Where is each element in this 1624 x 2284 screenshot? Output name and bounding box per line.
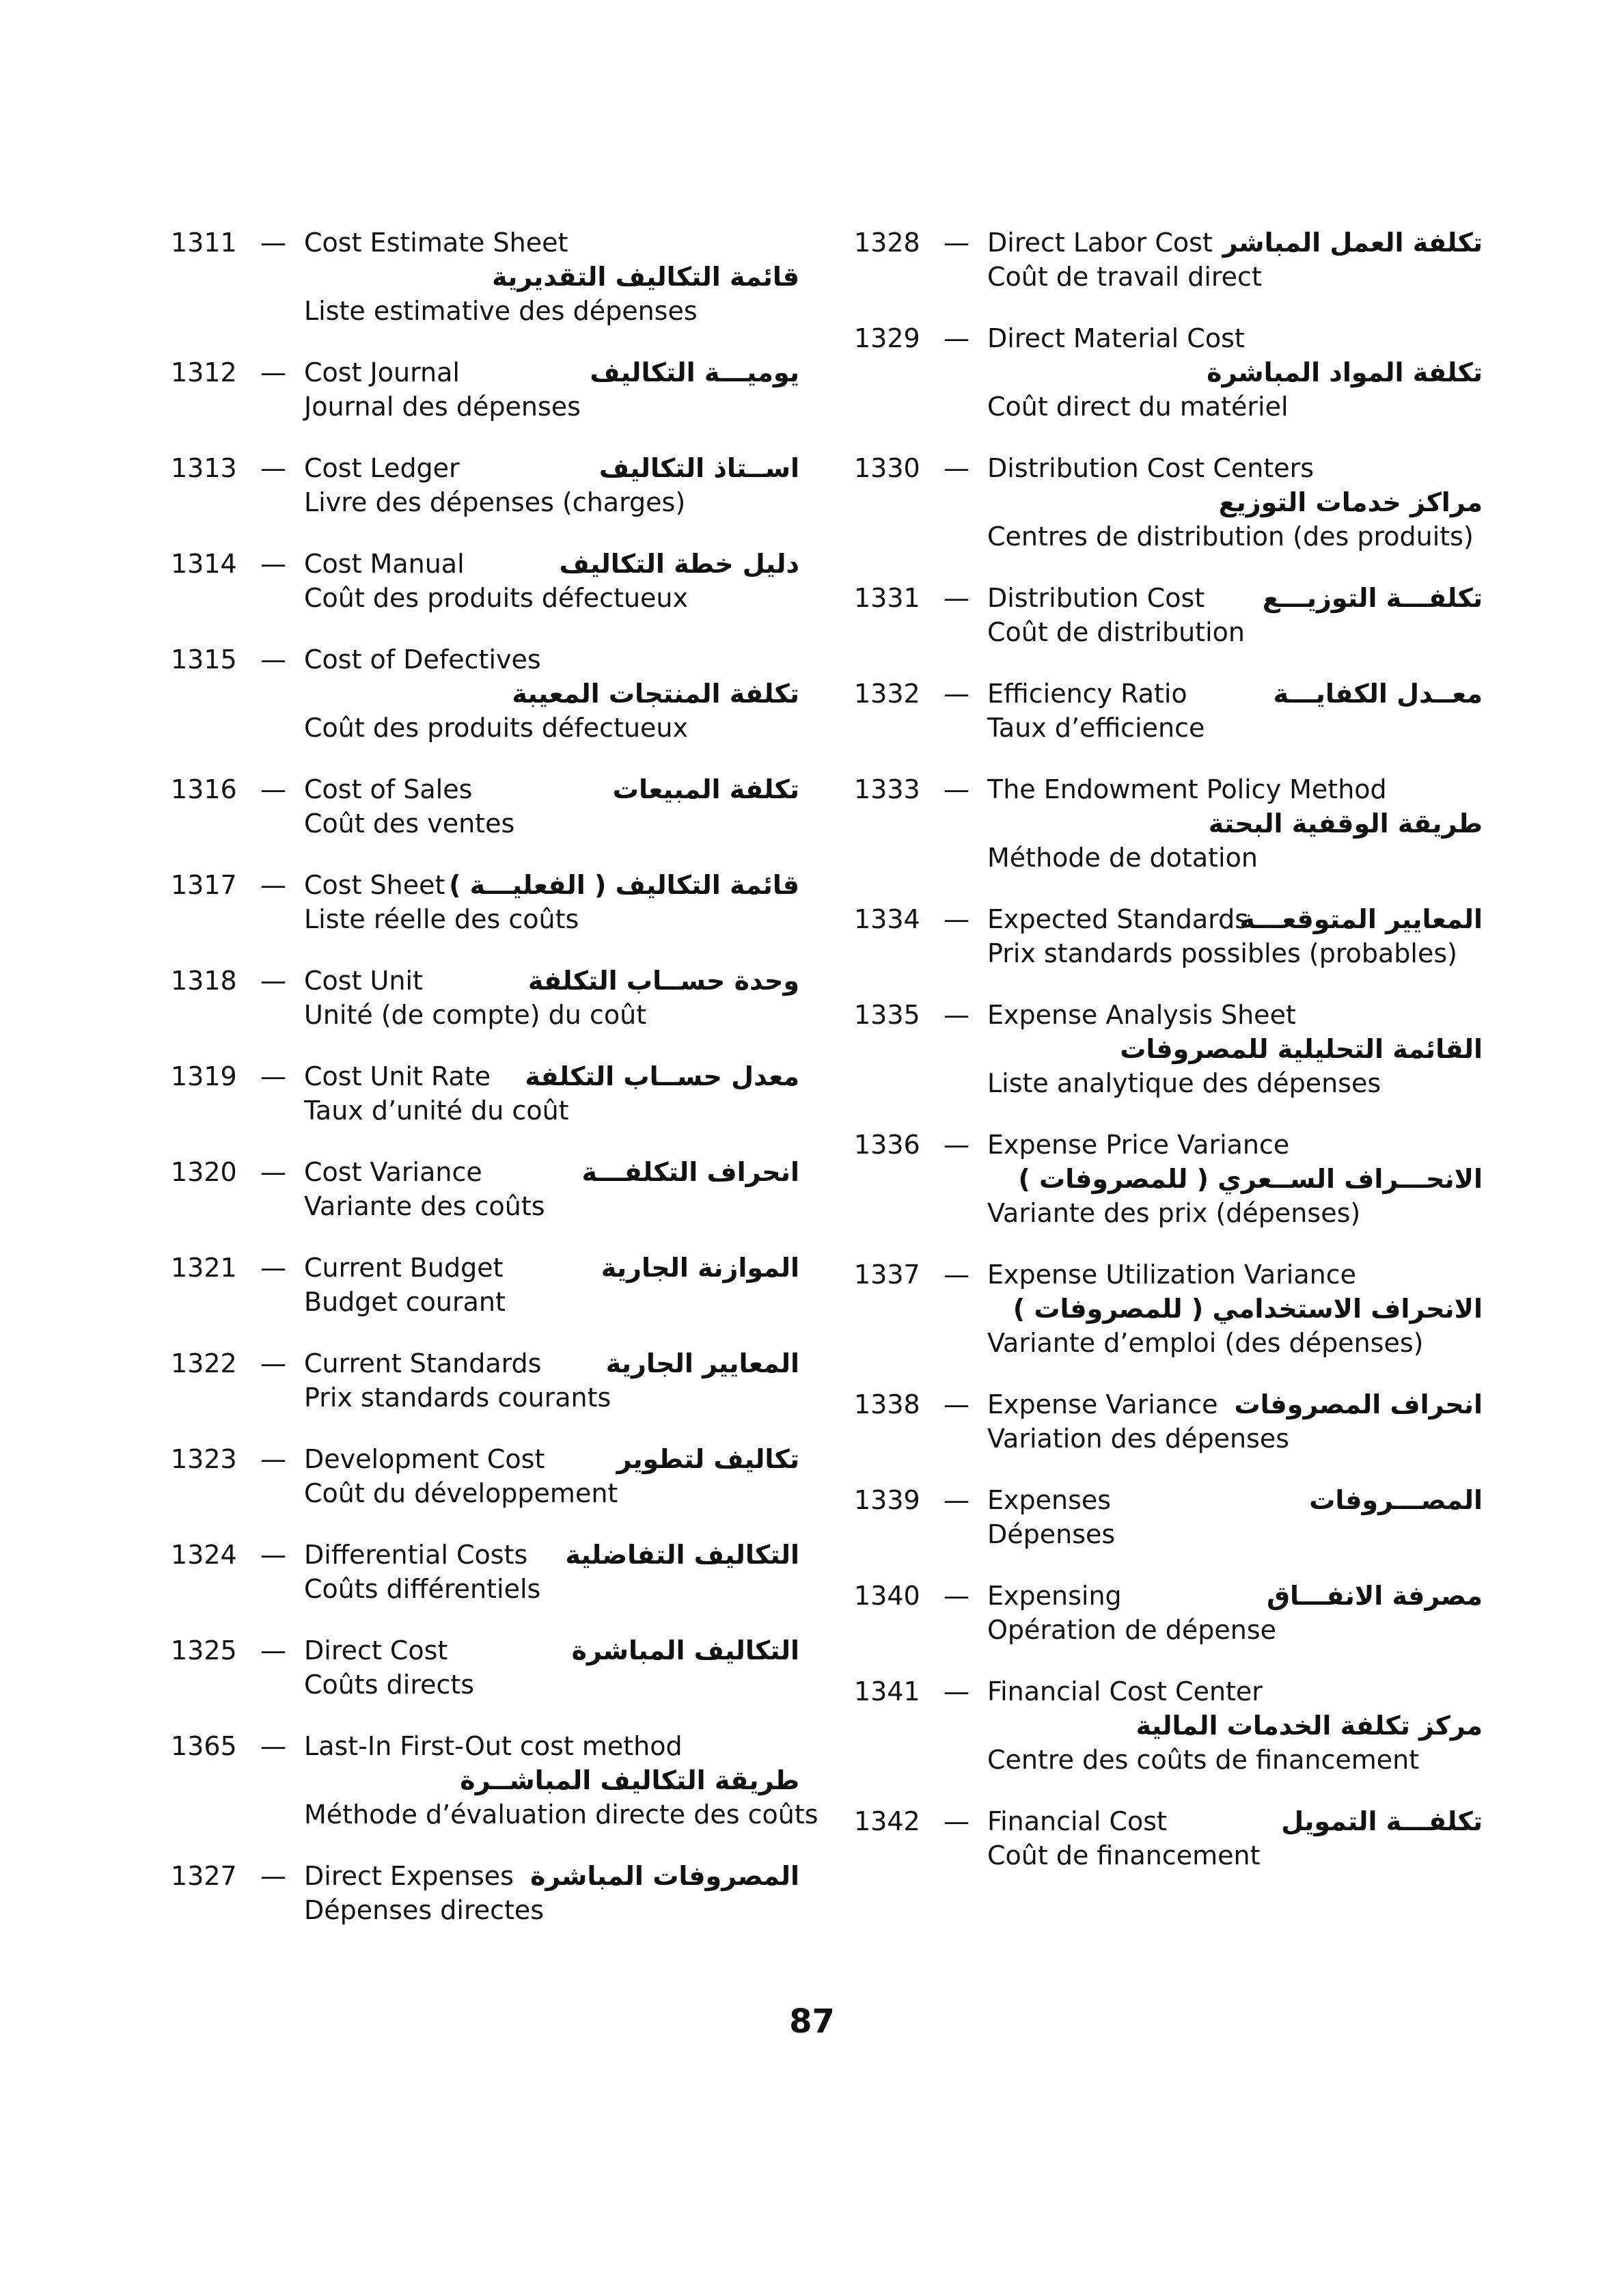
entry-dash: — — [260, 870, 286, 900]
arabic-term: الموازنة الجارية — [601, 1253, 799, 1283]
english-term: Last-In First-Out cost method — [304, 1731, 683, 1761]
english-term: Financial Cost Center — [987, 1676, 1263, 1707]
entry-heading — [854, 772, 1483, 806]
entry-number: 1314 — [171, 549, 237, 579]
french-term: Variation des dépenses — [987, 1424, 1290, 1454]
french-term: Prix standards courants — [304, 1383, 611, 1413]
english-term: Current Standards — [304, 1348, 542, 1378]
french-term: Liste analytique des dépenses — [987, 1068, 1381, 1098]
french-term: Budget courant — [304, 1287, 506, 1317]
glossary-entry — [854, 1483, 1483, 1551]
entry-dash: — — [260, 357, 286, 388]
arabic-term: الانحراف الاستخدامي ( للمصروفات ) — [1013, 1294, 1483, 1324]
french-term: Variante des coûts — [304, 1191, 545, 1221]
arabic-term: تكلفة المواد المباشرة — [1207, 357, 1483, 388]
french-term: Centres de distribution (des produits) — [987, 521, 1474, 552]
french-term: Variante d’emploi (des dépenses) — [987, 1328, 1424, 1358]
arabic-term: المصروفات المباشرة — [529, 1861, 799, 1891]
arabic-term: تكلفة العمل المباشر — [1222, 228, 1483, 258]
english-term: Direct Labor Cost — [987, 228, 1213, 258]
entry-dash: — — [944, 679, 969, 709]
french-term: Coûts différentiels — [304, 1574, 541, 1604]
english-term: Cost of Sales — [304, 774, 473, 804]
entry-dash: — — [944, 323, 969, 353]
glossary-entry — [171, 1059, 799, 1128]
arabic-term: مركز تكلفة الخدمات المالية — [1136, 1711, 1483, 1741]
english-term: Cost Journal — [304, 357, 460, 388]
french-term: Liste estimative des dépenses — [304, 296, 698, 326]
glossary-entry — [854, 321, 1483, 424]
english-term: Direct Cost — [304, 1635, 448, 1666]
english-term: Expense Price Variance — [987, 1130, 1290, 1160]
french-term: Opération de dépense — [987, 1615, 1277, 1645]
entry-dash: — — [260, 1444, 286, 1474]
french-term: Coût direct du matériel — [987, 392, 1289, 422]
english-term: Direct Material Cost — [987, 323, 1245, 353]
entry-number: 1341 — [854, 1676, 920, 1707]
glossary-entry — [171, 1633, 799, 1702]
glossary-entry — [171, 1155, 799, 1223]
glossary-entry — [171, 964, 799, 1032]
entry-number: 1327 — [171, 1861, 237, 1891]
entry-heading — [854, 998, 1483, 1032]
glossary-entry — [854, 1674, 1483, 1777]
entry-heading — [854, 1674, 1483, 1709]
left-column — [171, 226, 818, 1955]
arabic-term: انحراف المصروفات — [1234, 1389, 1483, 1419]
arabic-term: اســتاذ التكاليف — [598, 453, 799, 483]
glossary-entry — [854, 1387, 1483, 1456]
arabic-term: القائمة التحليلية للمصروفات — [1120, 1034, 1483, 1064]
entry-dash: — — [260, 644, 286, 675]
entry-number: 1335 — [854, 1000, 920, 1030]
entry-number: 1334 — [854, 904, 920, 934]
french-term: Méthode de dotation — [987, 843, 1258, 873]
arabic-term: دليل خطة التكاليف — [559, 549, 799, 579]
entry-dash: — — [944, 774, 969, 804]
glossary-entry — [854, 1579, 1483, 1647]
entry-dash: — — [944, 1000, 969, 1030]
entry-number: 1329 — [854, 323, 920, 353]
entry-dash: — — [944, 1389, 969, 1419]
entry-number: 1333 — [854, 774, 920, 804]
entry-number: 1340 — [854, 1581, 920, 1611]
french-term: Coût de travail direct — [987, 262, 1262, 292]
entry-dash: — — [944, 1676, 969, 1707]
entry-dash: — — [260, 1861, 286, 1891]
english-term: The Endowment Policy Method — [987, 774, 1387, 804]
entry-number: 1316 — [171, 774, 237, 804]
entry-dash: — — [944, 1581, 969, 1611]
entry-number: 1342 — [854, 1806, 920, 1836]
glossary-entry — [854, 581, 1483, 649]
glossary-entry — [854, 677, 1483, 745]
english-term: Efficiency Ratio — [987, 679, 1187, 709]
entry-dash: — — [944, 1130, 969, 1160]
arabic-term: تكلفـــة التمويل — [1281, 1806, 1483, 1836]
french-term: Méthode d’évaluation directe des coûts — [304, 1799, 818, 1830]
entry-dash: — — [260, 549, 286, 579]
arabic-term: التكاليف التفاضلية — [565, 1540, 799, 1570]
french-term: Centre des coûts de financement — [987, 1745, 1420, 1775]
english-term: Cost Manual — [304, 549, 465, 579]
arabic-term: تكلفة المنتجات المعيبة — [512, 679, 799, 709]
arabic-term: المصـــروفات — [1309, 1485, 1483, 1515]
entry-number: 1311 — [171, 228, 237, 258]
french-term: Coût de financement — [987, 1840, 1261, 1871]
glossary-entry — [171, 1538, 799, 1606]
glossary-entry — [171, 226, 799, 328]
glossary-entry — [171, 1442, 799, 1510]
english-term: Expensing — [987, 1581, 1122, 1611]
english-term: Differential Costs — [304, 1540, 528, 1570]
english-term: Current Budget — [304, 1253, 504, 1283]
french-term: Coût des produits défectueux — [304, 583, 689, 613]
arabic-term: وحدة حســاب التكلفة — [527, 966, 799, 996]
english-term: Cost Unit — [304, 966, 423, 996]
glossary-entry — [171, 642, 799, 745]
arabic-term: التكاليف المباشرة — [571, 1635, 799, 1666]
entry-number: 1330 — [854, 453, 920, 483]
entry-dash: — — [260, 1061, 286, 1091]
glossary-entry — [854, 998, 1483, 1100]
glossary-entry — [171, 547, 799, 615]
arabic-term: تكلفة المبيعات — [612, 774, 799, 804]
french-term: Livre des dépenses (charges) — [304, 487, 686, 517]
entry-dash: — — [944, 583, 969, 613]
page-number: 87 — [789, 2002, 835, 2041]
arabic-term: المعايير الجارية — [605, 1348, 799, 1378]
entry-number: 1324 — [171, 1540, 237, 1570]
arabic-term: مراكز خدمات التوزيع — [1218, 487, 1483, 517]
glossary-entry — [854, 1257, 1483, 1360]
english-term: Financial Cost — [987, 1806, 1167, 1836]
entry-number: 1332 — [854, 679, 920, 709]
arabic-term: قائمة التكاليف ( الفعليـــة ) — [449, 870, 799, 900]
entry-number: 1320 — [171, 1157, 237, 1187]
french-term: Coûts directs — [304, 1670, 475, 1700]
entry-dash: — — [260, 228, 286, 258]
english-term: Distribution Cost — [987, 583, 1205, 613]
english-term: Cost of Defectives — [304, 644, 541, 675]
french-term: Unité (de compte) du coût — [304, 1000, 647, 1030]
english-term: Direct Expenses — [304, 1861, 514, 1891]
glossary-entry — [171, 451, 799, 519]
entry-number: 1318 — [171, 966, 237, 996]
english-term: Distribution Cost Centers — [987, 453, 1315, 483]
entry-heading — [171, 1729, 799, 1763]
entry-heading — [171, 226, 799, 260]
french-term: Prix standards possibles (probables) — [987, 938, 1457, 968]
french-term: Liste réelle des coûts — [304, 904, 579, 934]
entry-dash: — — [944, 1485, 969, 1515]
entry-number: 1338 — [854, 1389, 920, 1419]
glossary-entry — [171, 1251, 799, 1319]
arabic-term: تكلفـــة التوزيـــع — [1262, 583, 1483, 613]
english-term: Expense Utilization Variance — [987, 1260, 1356, 1290]
french-term: Coût du développement — [304, 1478, 618, 1508]
glossary-entry — [854, 902, 1483, 970]
english-term: Expense Variance — [987, 1389, 1218, 1419]
entry-number: 1331 — [854, 583, 920, 613]
entry-number: 1337 — [854, 1260, 920, 1290]
french-term: Coût des produits défectueux — [304, 713, 689, 743]
entry-dash: — — [944, 904, 969, 934]
glossary-entry — [171, 355, 799, 424]
entry-number: 1325 — [171, 1635, 237, 1666]
arabic-term: طريقة التكاليف المباشــرة — [460, 1765, 799, 1795]
arabic-term: المعايير المتوقعـــة — [1239, 904, 1483, 934]
glossary-entry — [171, 868, 799, 936]
entry-number: 1319 — [171, 1061, 237, 1091]
entry-dash: — — [260, 1731, 286, 1761]
arabic-term: يوميـــة التكاليف — [590, 357, 799, 388]
english-term: Cost Unit Rate — [304, 1061, 491, 1091]
english-term: Cost Estimate Sheet — [304, 228, 568, 258]
entry-dash: — — [260, 1253, 286, 1283]
right-column — [854, 226, 1483, 1900]
arabic-term: طريقة الوقفية البحتة — [1208, 808, 1483, 839]
entry-dash: — — [944, 1806, 969, 1836]
glossary-entry — [171, 1859, 799, 1927]
french-term: Dépenses directes — [304, 1895, 545, 1925]
french-term: Taux d’efficience — [987, 713, 1205, 743]
entry-dash: — — [260, 1157, 286, 1187]
glossary-entry — [854, 451, 1483, 554]
french-term: Taux d’unité du coût — [304, 1096, 569, 1126]
entry-heading — [171, 642, 799, 677]
entry-number: 1312 — [171, 357, 237, 388]
english-term: Expected Standards — [987, 904, 1249, 934]
entry-number: 1365 — [171, 1731, 237, 1761]
entry-number: 1322 — [171, 1348, 237, 1378]
entry-number: 1323 — [171, 1444, 237, 1474]
entry-number: 1317 — [171, 870, 237, 900]
entry-heading — [854, 1128, 1483, 1162]
entry-dash: — — [944, 453, 969, 483]
entry-dash: — — [944, 228, 969, 258]
english-term: Expenses — [987, 1485, 1112, 1515]
glossary-entry — [171, 1346, 799, 1415]
entry-number: 1336 — [854, 1130, 920, 1160]
entry-heading — [854, 451, 1483, 485]
glossary-entry — [171, 772, 799, 841]
arabic-term: انحراف التكلفـــة — [581, 1157, 799, 1187]
arabic-term: معدل حســاب التكلفة — [525, 1061, 799, 1091]
entry-dash: — — [260, 1348, 286, 1378]
glossary-entry — [854, 772, 1483, 875]
entry-heading — [854, 1257, 1483, 1292]
arabic-term: تكاليف لتطوير — [616, 1444, 799, 1474]
entry-number: 1339 — [854, 1485, 920, 1515]
entry-heading — [854, 321, 1483, 355]
glossary-entry — [854, 1804, 1483, 1873]
entry-dash: — — [260, 453, 286, 483]
french-term: Coût de distribution — [987, 617, 1245, 647]
entry-dash: — — [944, 1260, 969, 1290]
entry-number: 1313 — [171, 453, 237, 483]
entry-dash: — — [260, 1635, 286, 1666]
entry-number: 1315 — [171, 644, 237, 675]
french-term: Journal des dépenses — [304, 392, 581, 422]
french-term: Dépenses — [987, 1519, 1116, 1549]
arabic-term: الانحـــراف الســعري ( للمصروفات ) — [1018, 1164, 1483, 1194]
french-term: Coût des ventes — [304, 808, 515, 839]
english-term: Expense Analysis Sheet — [987, 1000, 1296, 1030]
glossary-entry — [171, 1729, 818, 1832]
arabic-term: مصرفة الانفـــاق — [1267, 1581, 1483, 1611]
entry-number: 1328 — [854, 228, 920, 258]
english-term: Cost Sheet — [304, 870, 445, 900]
arabic-term: معــدل الكفايـــة — [1273, 679, 1483, 709]
entry-dash: — — [260, 1540, 286, 1570]
entry-dash: — — [260, 774, 286, 804]
arabic-term: قائمة التكاليف التقديرية — [492, 262, 799, 292]
entry-number: 1321 — [171, 1253, 237, 1283]
glossary-entry — [854, 226, 1483, 294]
english-term: Development Cost — [304, 1444, 545, 1474]
glossary-entry — [854, 1128, 1483, 1230]
english-term: Cost Ledger — [304, 453, 460, 483]
english-term: Cost Variance — [304, 1157, 482, 1187]
french-term: Variante des prix (dépenses) — [987, 1198, 1361, 1228]
entry-dash: — — [260, 966, 286, 996]
